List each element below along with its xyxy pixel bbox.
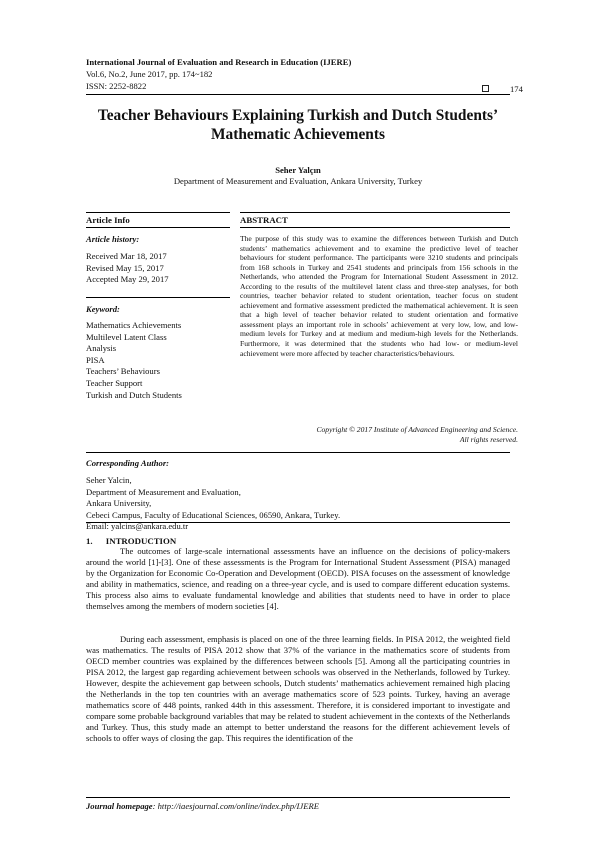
keyword-list	[86, 320, 182, 401]
section-heading-introduction: 1. INTRODUCTION	[86, 536, 177, 546]
page-number: 174	[510, 84, 523, 94]
corresponding-heading: Corresponding Author:	[86, 458, 170, 468]
intro-paragraph-1	[86, 546, 510, 612]
copyright-line-2: All rights reserved.	[459, 435, 518, 444]
keyword-item: Turkish and Dutch Students	[86, 389, 182, 400]
paragraph-text: The outcomes of large-scale international assessments have an influence on the decisions of policy-makers around the world [1]-[3]. One of these assessments is the Program for International Student Assessment (PISA) managed by the Organization for Economic Co-Operation and Development (OECD). PISA focuses on the assessment of knowledge and ability in mathematics, science, and reading on a three-year cycle, and is used to compare different education systems. This process also aims to evaluate fundamental knowledge and abilities that students need to have in order to place themselves among the members of modern societies [4].	[86, 546, 510, 612]
corresponding-address: Cebeci Campus, Faculty of Educational Sciences, 06590, Ankara, Turkey.	[86, 509, 341, 520]
footer-rule	[86, 797, 510, 798]
intro-paragraph-2	[86, 634, 510, 744]
homepage-link[interactable]: : http://iaesjournal.com/online/index.php/IJERE	[152, 801, 319, 811]
journal-issn: ISSN: 2252-8822	[86, 81, 147, 91]
abstract-text: The purpose of this study was to examine the differences between Turkish and Dutch students’ mathematics achievement and to examine the predictive level of teacher behaviours for student performance. The participants were 3210 students and principals from 168 schools in Turkey and 2541 students and principals from 156 schools in the Netherlands, who attended the Program for International Student Assessment in 2012. According to the results of the multilevel latent class and three-step analyses, for both countries, teacher behavior related to student orientation, teacher focus on student achievement and formative assessment predicted the mathematical achievement. It is seen that a high level of teacher behavior related to student orientation and formative assessment plays an important role in schools’ achievement at very low, low, and low-medium levels for Turkey and at medium and medium-high levels for the Netherlands. Furthermore, it was determined that the students who had low- or medium-level achievement were more affected by teacher characteristics/behaviours.	[240, 234, 518, 358]
corresponding-dept: Department of Measurement and Evaluation,	[86, 486, 241, 497]
journal-name: International Journal of Evaluation and Research in Education (IJERE)	[86, 57, 352, 67]
corresponding-details	[86, 475, 340, 533]
corresponding-bottom-rule	[86, 522, 510, 523]
copyright-notice	[240, 425, 518, 445]
author-name: Seher Yalçın	[275, 165, 321, 175]
copyright-line-1: Copyright © 2017 Institute of Advanced Engineering and Science.	[316, 425, 518, 434]
keyword-rule	[86, 297, 230, 298]
paragraph-text: During each assessment, emphasis is placed on one of the three learning fields. In PISA 2012, the weighted field was mathematics. The results of PISA 2012 show that 37% of the variance in the mathematics score of students from OECD member countries was explained by the differences between schools [5]. Among all the participating countries in PISA 2012, the largest gap regarding achievement between schools was observed in the Netherlands, followed by Turkey. However, despite the achievement gap between schools, Dutch students’ mathematics achievement remained high placing the Netherlands in the top ten countries with an average mathematics score of 523 points. Turkey, having an average mathematics score of 448 points, ranked 44th in this assessment. Therefore, it is considered important to investigate and compare some probable background variables that may be related to student achievement in the contexts of the Netherlands and Turkey. Thus, this study made an attempt to better understand the reasons for the different achievement levels of schools to offer ways of closing the gap. This requires the identification of the	[86, 634, 510, 744]
accepted-date: Accepted May 29, 2017	[86, 274, 169, 284]
corresponding-univ: Ankara University,	[86, 498, 152, 509]
corresponding-name: Seher Yalcin,	[86, 475, 132, 485]
author-affiliation: Department of Measurement and Evaluation, Ankara University, Turkey	[173, 176, 423, 186]
journal-volume: Vol.6, No.2, June 2017, pp. 174~182	[86, 69, 213, 79]
keyword-item: PISA	[86, 354, 105, 365]
abstract-sub-rule	[240, 227, 510, 228]
keyword-item: Analysis	[86, 343, 117, 354]
keyword-item: Multilevel Latent Class	[86, 331, 167, 342]
corresponding-email: Email: yalcins@ankara.edu.tr	[86, 521, 189, 532]
article-info-heading: Article Info	[86, 215, 130, 225]
article-info-top-rule	[86, 212, 230, 213]
article-info-sub-rule	[86, 227, 230, 228]
history-heading: Article history:	[86, 234, 140, 244]
abstract-heading: ABSTRACT	[240, 215, 288, 225]
received-date: Received Mar 18, 2017	[86, 251, 167, 261]
title-line-2: Mathematic Achievements	[211, 126, 385, 143]
keyword-item: Teachers’ Behaviours	[86, 366, 160, 377]
journal-homepage	[86, 801, 319, 811]
square-icon	[482, 85, 489, 92]
abstract-top-rule	[240, 212, 510, 213]
homepage-label: Journal homepage	[86, 801, 153, 811]
title-line-1: Teacher Behaviours Explaining Turkish and Dutch Students’	[97, 107, 499, 124]
keyword-item: Mathematics Achievements	[86, 320, 182, 330]
keyword-heading: Keyword:	[86, 304, 120, 314]
header-divider	[86, 94, 510, 95]
corresponding-top-rule	[86, 452, 510, 453]
keyword-item: Teacher Support	[86, 377, 143, 388]
revised-date: Revised May 15, 2017	[86, 263, 164, 273]
paper-title	[86, 106, 510, 144]
